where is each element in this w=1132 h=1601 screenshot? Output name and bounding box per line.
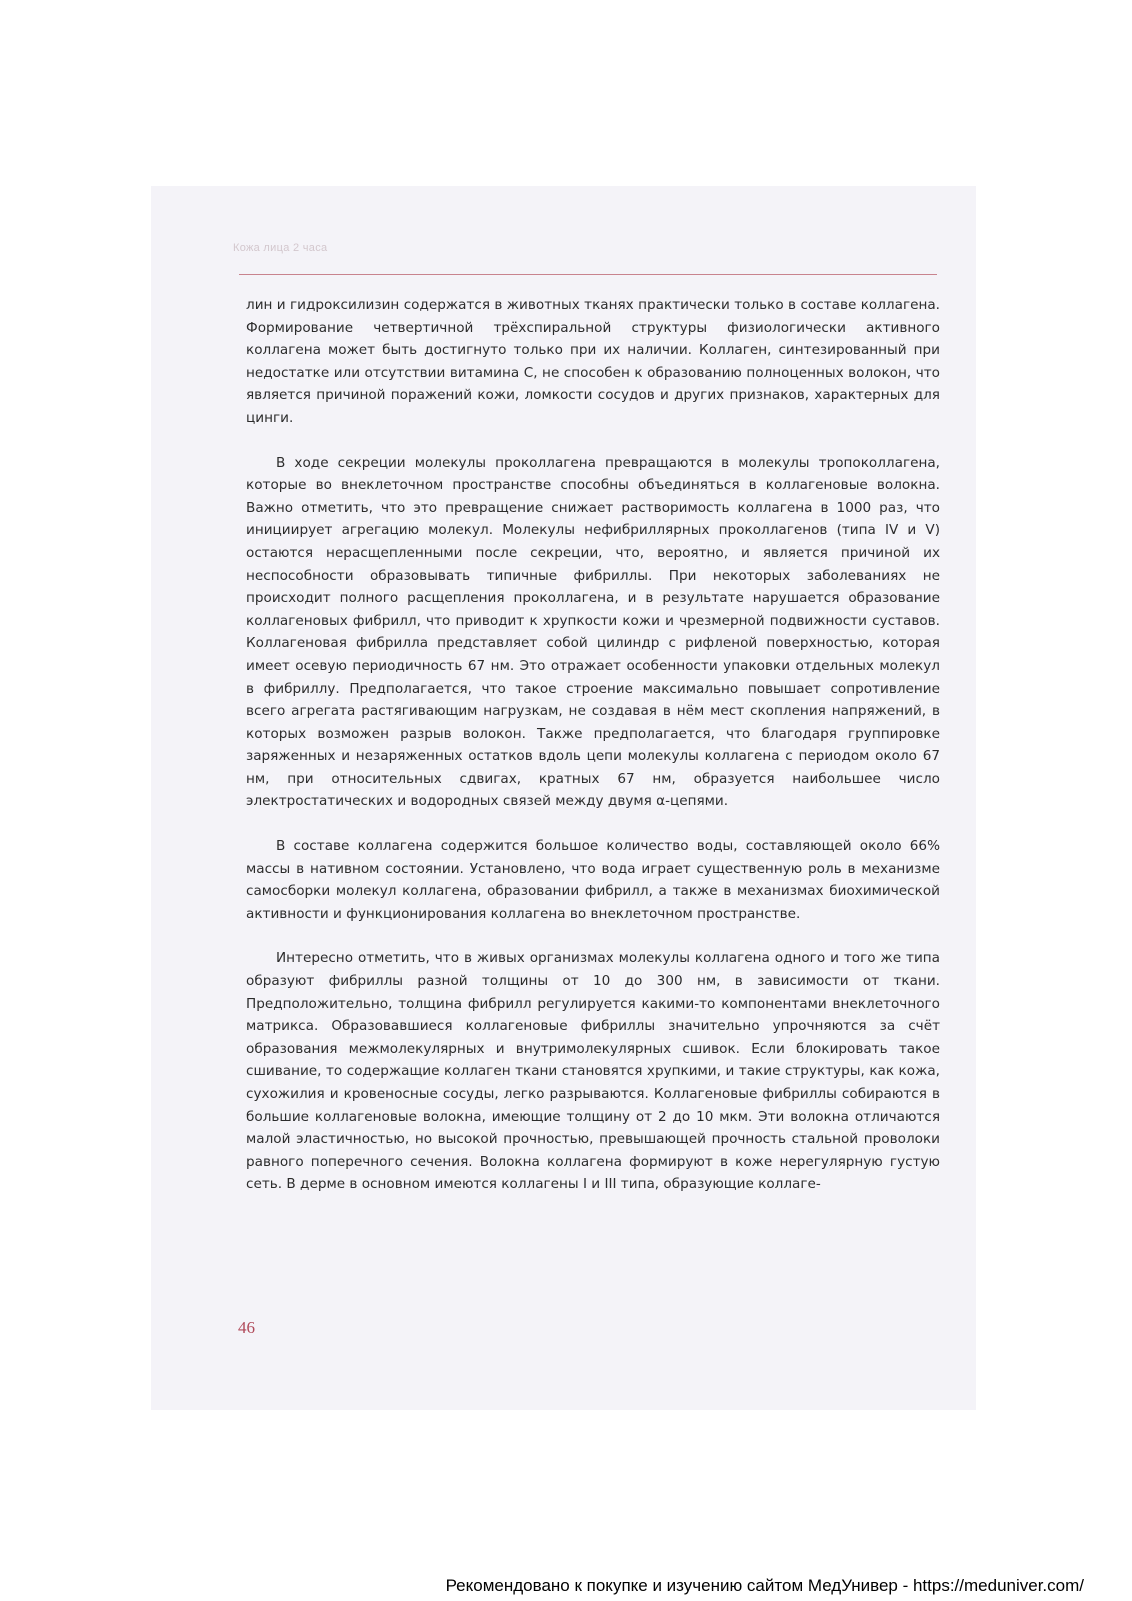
paragraph-4: Интересно отметить, что в живых организмах молекулы коллагена одного и того же типа образуют фибриллы разной толщины от 10 до 300 нм, в зависимости от ткани. Предположительно, толщина фибрилл регулируется какими-то компонентами внеклеточного матрикса. Образовавшиеся коллагеновые фибриллы значительно упрочняются за счёт образования межмолекулярных и внутримолекулярных сшивок. Если блокировать такое сшивание, то содержащие коллаген ткани становятся хрупкими, и такие структуры, как кожа, сухожилия и кровеносные сосуды, легко разрываются. Коллагеновые фибриллы собираются в большие коллагеновые волокна, имеющие толщину от 2 до 10 мкм. Эти волокна отличаются малой эластичностью, но высокой прочностью, превышающей прочность стальной проволоки равного поперечного сечения. Волокна коллагена формируют в коже нерегулярную густую сеть. В дерме в основном имеются коллагены I и III типа, образующие коллаге- [246,950,940,1193]
scanned-page [151,186,976,1410]
page-number: 46 [238,1318,255,1337]
footer-recommendation: Рекомендовано к покупке и изучению сайтом МедУнивер - https://meduniver.com/ [445,1576,1084,1595]
paragraph-2: В ходе секреции молекулы проколлагена превращаются в молекулы тропоколлагена, которые во внеклеточном пространстве способны объединяться в коллагеновые волокна. Важно отметить, что это превращение снижает растворимость коллагена в 1000 раз, что инициирует агрегацию молекул. Молекулы нефибриллярных проколлагенов (типа IV и V) остаются нерасщепленными после секреции, что, вероятно, и является причиной их неспособности образовывать типичные фибриллы. При некоторых заболеваниях не происходит полного расщепления проколлагена, и в результате нарушается образование коллагеновых фибрилл, что приводит к хрупкости кожи и чрезмерной подвижности суставов. Коллагеновая фибрилла представляет собой цилиндр с рифленой поверхностью, которая имеет осевую периодичность 67 нм. Это отражает особенности упаковки отдельных молекул в фибриллу. Предполагается, что такое строение максимально повышает сопротивление всего агрегата растягивающим нагрузкам, не создавая в нём мест скопления напряжений, в которых возможен разрыв волокон. Также предполагается, что благодаря группировке заряженных и незаряженных остатков вдоль цепи молекулы коллагена с периодом около 67 нм, при относительных сдвигах, кратных 67 нм, образуется наибольшее число электростатических и водородных связей между двумя α-цепями. [246,454,940,810]
paragraph-1: лин и гидроксилизин содержатся в животных тканях практически только в составе коллагена. Формирование четвертичной трёхспиральной структуры физиологически активного коллагена может быть достигнуто только при их наличии. Коллаген, синтезированный при недостатке или отсутствии витамина С, не способен к образованию полноценных волокон, что является причиной поражений кожи, ломкости сосудов и других признаков, характерных для цинги. [246,297,940,426]
header-rule [239,274,937,275]
running-head: Кожа лица 2 часа [233,242,328,254]
paragraph-3: В составе коллагена содержится большое количество воды, составляющей около 66% массы в нативном состоянии. Установлено, что вода играет существенную роль в механизме самосборки молекул коллагена, образовании фибрилл, а также в механизмах биохимической активности и функционирования коллагена во внеклеточном пространстве. [246,838,940,922]
body-text [246,294,940,1218]
